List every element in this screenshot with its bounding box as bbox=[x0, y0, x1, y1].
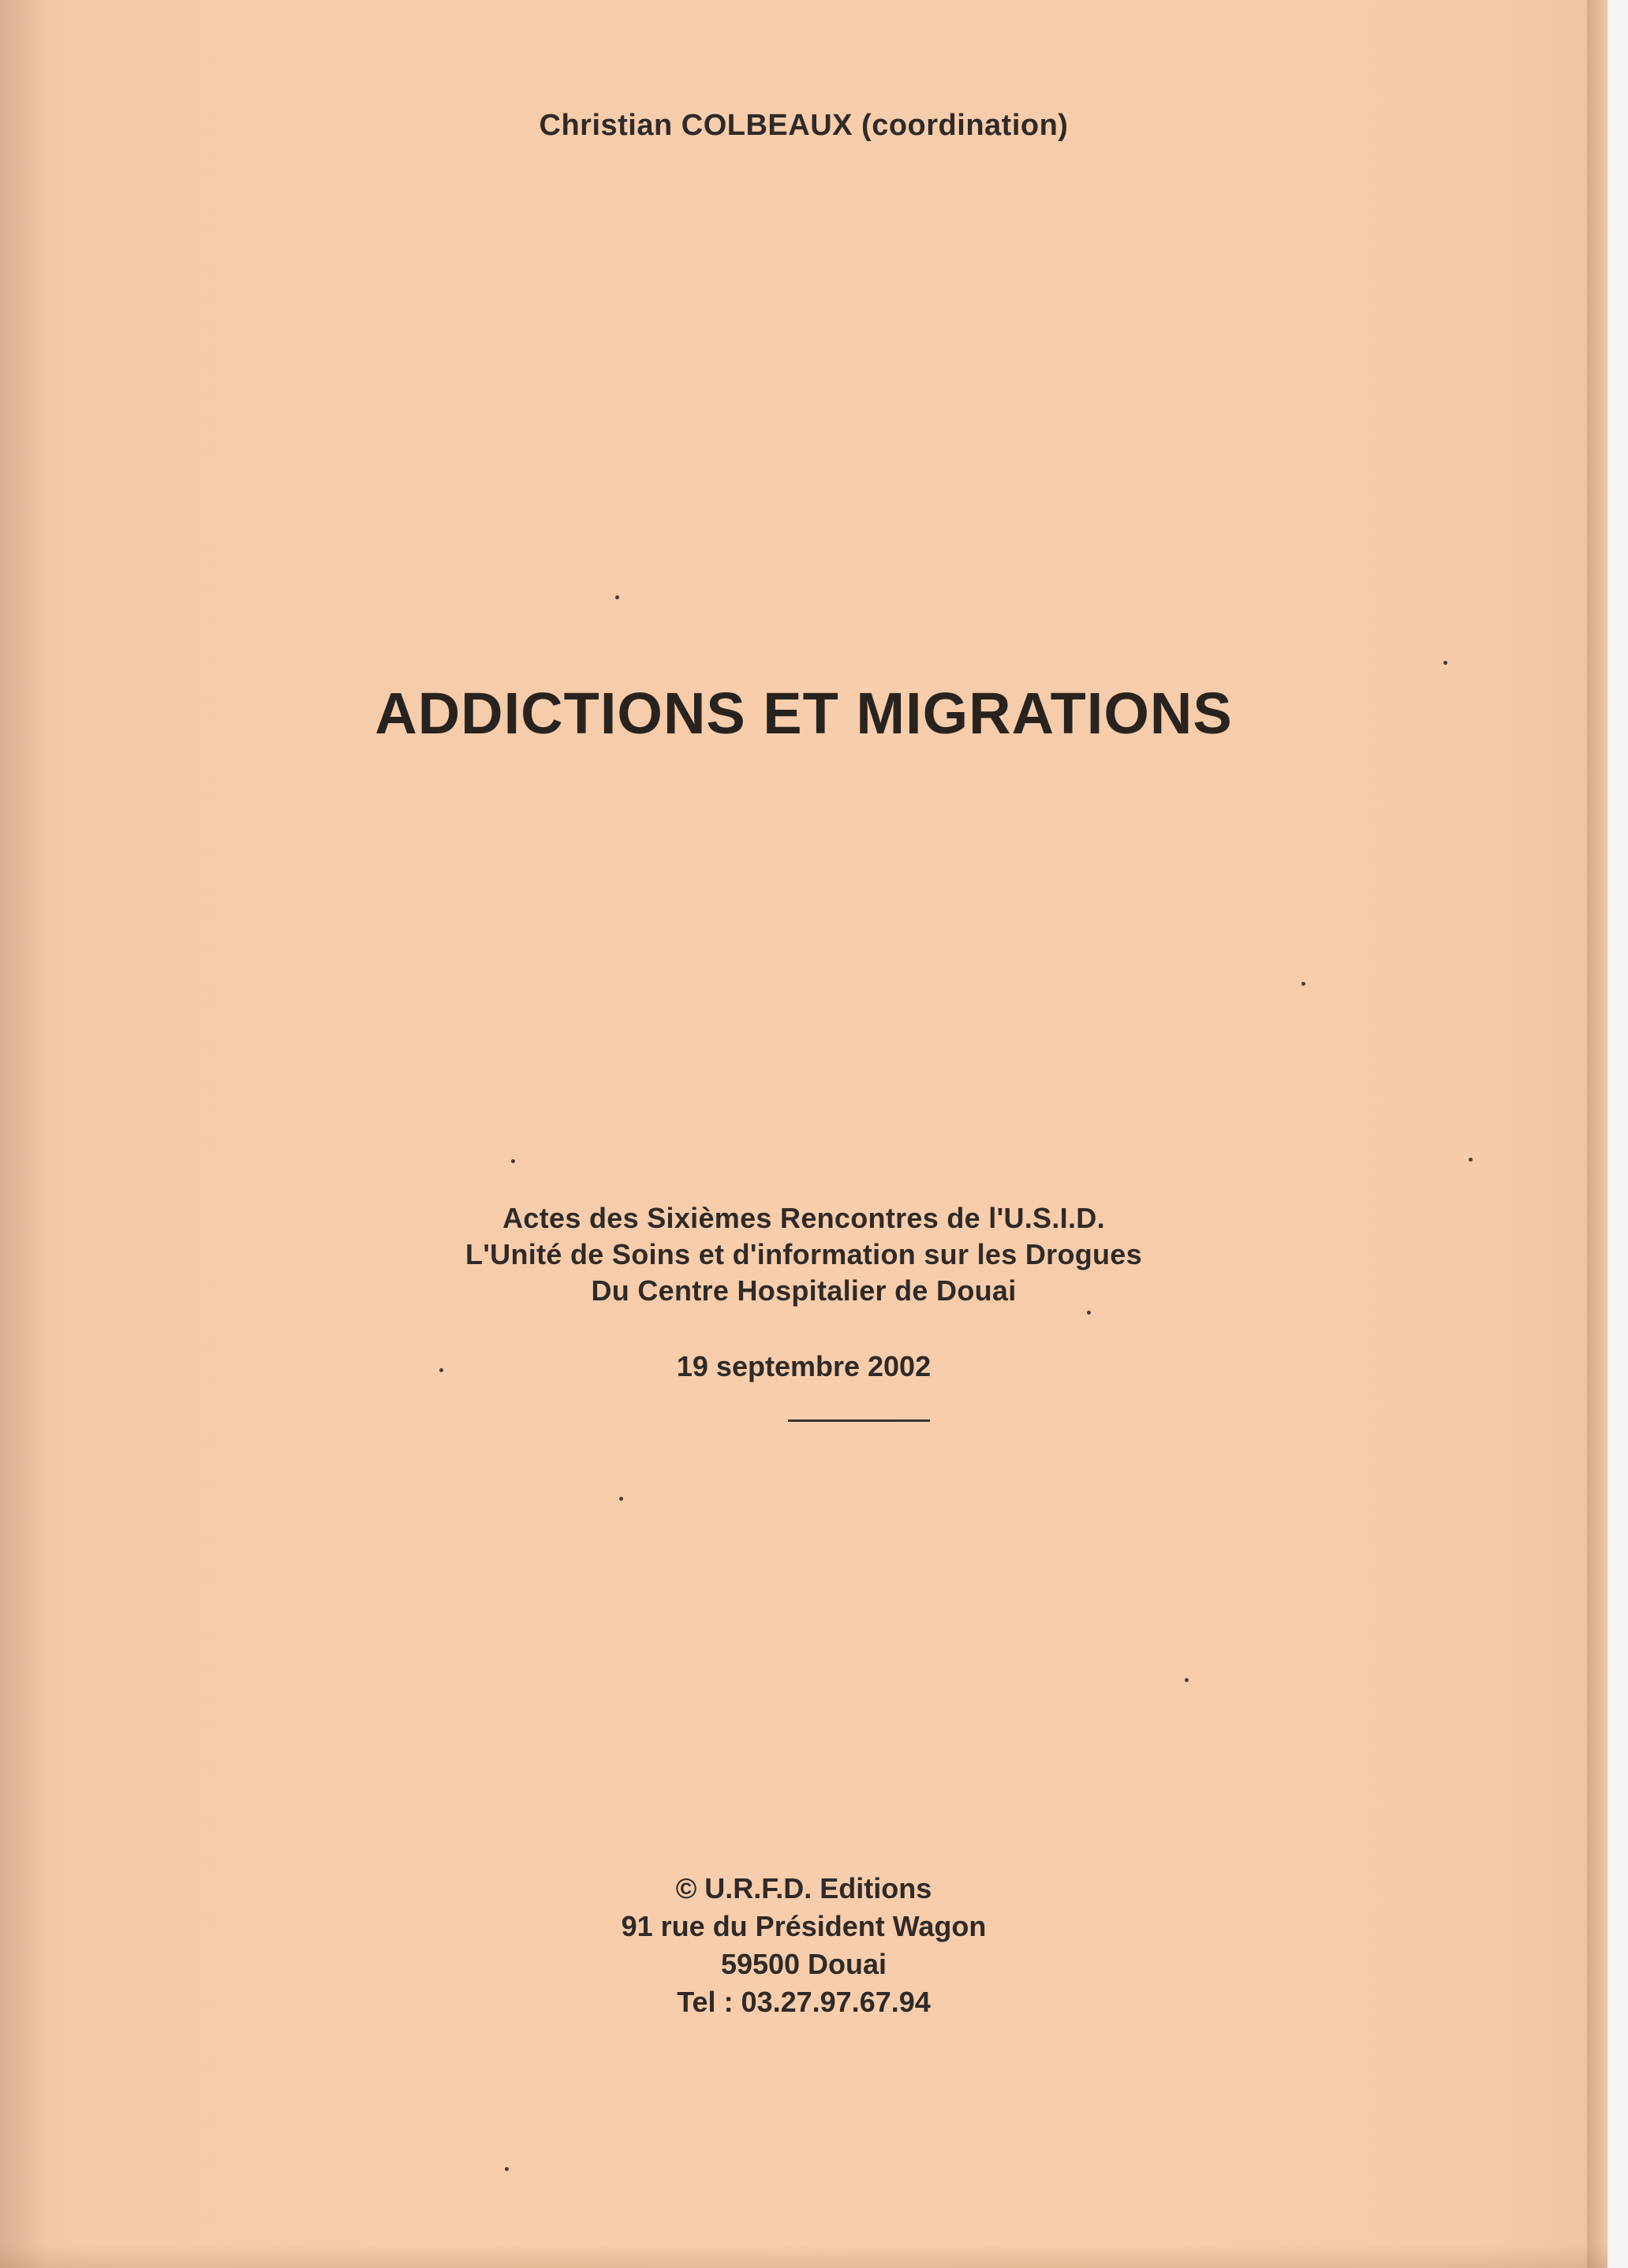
paper-speck bbox=[1469, 1158, 1473, 1162]
publisher-line-2: 91 rue du Président Wagon bbox=[621, 1910, 987, 1942]
publisher-line-1: © U.R.F.D. Editions bbox=[675, 1872, 932, 1904]
publisher-line-4: Tel : 03.27.97.67.94 bbox=[677, 1986, 931, 2018]
subtitle-line-3: Du Centre Hospitalier de Douai bbox=[591, 1274, 1017, 1307]
subtitle-line-2: L'Unité de Soins et d'information sur les Drogues bbox=[465, 1238, 1142, 1270]
paper-speck bbox=[619, 1497, 623, 1501]
paper-speck bbox=[1185, 1678, 1189, 1682]
paper-speck bbox=[505, 2167, 509, 2171]
divider-rule bbox=[788, 1419, 930, 1422]
paper-speck bbox=[511, 1159, 515, 1163]
paper-speck bbox=[1443, 661, 1447, 665]
paper-speck bbox=[439, 1368, 443, 1372]
paper-speck bbox=[615, 595, 619, 599]
paper-speck bbox=[1087, 1311, 1091, 1315]
paper-speck bbox=[1301, 982, 1305, 986]
book-title: ADDICTIONS ET MIGRATIONS bbox=[375, 681, 1233, 746]
event-date: 19 septembre 2002 bbox=[676, 1350, 932, 1382]
author-line: Christian COLBEAUX (coordination) bbox=[539, 109, 1069, 142]
publisher-line-3: 59500 Douai bbox=[720, 1948, 887, 1980]
subtitle-line-1: Actes des Sixièmes Rencontres de l'U.S.I.D. bbox=[502, 1202, 1105, 1234]
bottom-edge bbox=[0, 2244, 1607, 2268]
